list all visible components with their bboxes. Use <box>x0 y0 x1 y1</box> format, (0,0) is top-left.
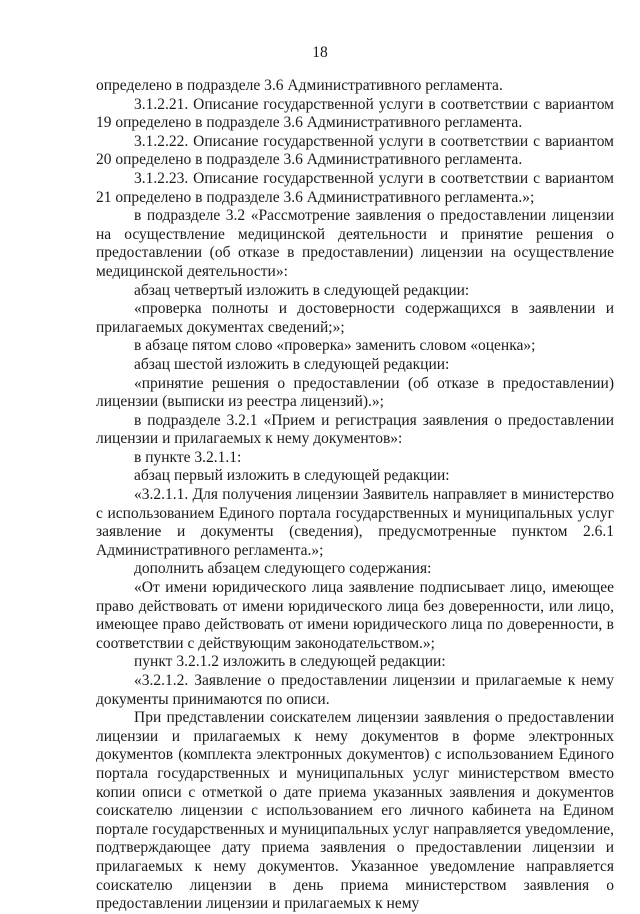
paragraph: «3.2.1.2. Заявление о предоставлении лицензии и прилагаемые к нему документы принимаются по описи. <box>96 672 614 708</box>
paragraph: При представлении соискателем лицензии заявления о предоставлении лицензии и прилагаемых к нему документов в форме электронных документов (комплекта электронных документов) с использованием Единого портала государственных и муниципальных услуг министерством вместо копии описи с отметкой о дате приема указанных заявления и документов соискателю лицензии с использованием его личного кабинета на Едином портале государственных и муниципальных услуг направляется уведомление, подтверждающее дату приема заявления о предоставлении лицензии и прилагаемых к нему документов. Указанное уведомление направляется соискателю лицензии в день приема министерством заявления о предоставлении лицензии и прилагаемых к нему <box>96 709 614 913</box>
paragraph: абзац шестой изложить в следующей редакции: <box>134 355 450 373</box>
paragraph: дополнить абзацем следующего содержания: <box>134 560 432 578</box>
paragraph: «проверка полноты и достоверности содержащихся в заявлении и прилагаемых документах сведений;»; <box>96 300 614 336</box>
paragraph: 3.1.2.23. Описание государственной услуги в соответствии с вариантом 21 определено в подразделе 3.6 Административного регламента.»; <box>96 169 614 206</box>
paragraph: определено в подразделе 3.6 Административного регламента. <box>96 77 503 94</box>
paragraph: «принятие решения о предоставлении (об отказе в предоставлении) лицензии (выписки из реестра лицензий).»; <box>96 374 614 411</box>
paragraph: «От имени юридического лица заявление подписывает лицо, имеющее право действовать от имени юридического лица без доверенности, или лицо, имеющее право действовать от имени юридического лица по доверенности, в соответствии с действующим законодательством.»; <box>96 579 614 652</box>
paragraph: абзац четвертый изложить в следующей редакции: <box>134 281 470 299</box>
paragraph: пункт 3.2.1.2 изложить в следующей редакции: <box>134 653 446 671</box>
document-body <box>96 77 614 914</box>
paragraph: «3.2.1.1. Для получения лицензии Заявитель направляет в министерство с использованием Единого портала государственных и муниципальных услуг заявление и документы (сведения), предусмотренные пунктом 2.6.1 Административного регламента.»; <box>96 486 614 559</box>
paragraph: в подразделе 3.2 «Рассмотрение заявления о предоставлении лицензии на осуществление медицинской деятельности и принятие решения о предоставлении (об отказе в предоставлении) лицензии на осуществление медицинской деятельности»: <box>96 207 614 280</box>
paragraph: 3.1.2.22. Описание государственной услуги в соответствии с вариантом 20 определено в подразделе 3.6 Административного регламента. <box>96 132 614 169</box>
paragraph: абзац первый изложить в следующей редакции: <box>134 467 450 485</box>
paragraph: в абзаце пятом слово «проверка» заменить словом «оценка»; <box>134 337 536 355</box>
paragraph: в пункте 3.2.1.1: <box>134 448 242 466</box>
page-number: 18 <box>312 44 328 61</box>
paragraph: в подразделе 3.2.1 «Прием и регистрация заявления о предоставлении лицензии и прилагаемых к нему документов»: <box>96 411 614 448</box>
paragraph: 3.1.2.21. Описание государственной услуги в соответствии с вариантом 19 определено в подразделе 3.6 Административного регламента. <box>96 95 614 132</box>
